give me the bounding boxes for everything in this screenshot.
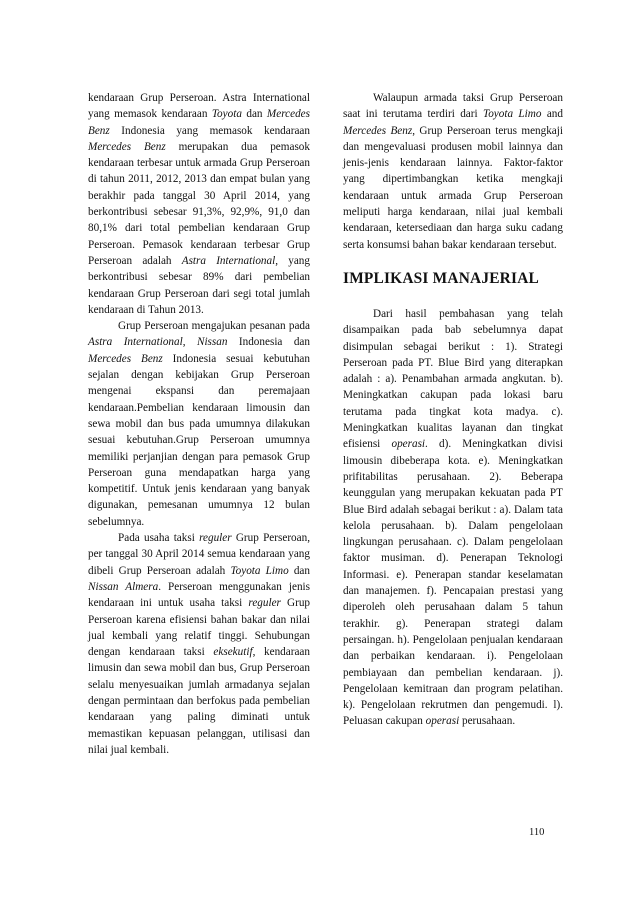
section-heading: IMPLIKASI MANAJERIAL [343, 269, 539, 287]
right-column [343, 90, 563, 730]
page-number: 110 [529, 827, 545, 838]
paragraph-supplier-contribution: kendaraan Grup Perseroan. Astra International yang memasok kendaraan Toyota dan Mercedes Benz Indonesia yang memasok kendaraan Mercedes Benz merupakan dua pemasok kendaraan terbesar untuk armada Grup Perseroan di tahun 2011, 2012, 2013 dan empat bulan yang berakhir pada tanggal 30 April 2014, yang berkontribusi sebesar 91,3%, 92,9%, 91,0 dan 80,1% dari total pembelian kendaraan Grup Perseroan. Pemasok kendaraan terbesar Grup Perseroan adalah Astra International, yang berkontribusi sebesar 89% dari pembelian kendaraan Grup Perseroan dari segi total jumlah kendaraan di Tahun 2013. [88, 92, 310, 316]
left-column [88, 90, 310, 758]
paragraph-regular-taxi: Pada usaha taksi reguler Grup Perseroan, per tanggal 30 April 2014 semua kendaraan yang dibeli Grup Perseroan adalah Toyota Limo dan Nissan Almera. Perseroan menggunakan jenis kendaraan ini untuk usaha taksi reguler Grup Perseroan karena efisiensi bahan bakar dan nilai jual kembali yang relatif tinggi. Sehubungan dengan kendaraan taksi eksekutif, kendaraan limusin dan sewa mobil dan bus, Grup Perseroan selalu menyesuaikan jumlah armadanya sejalan dengan permintaan dan berfokus pada pembelian kendaraan yang paling diminati untuk memastikan kepuasan pelanggan, utilisasi dan nilai jual kembali. [88, 532, 311, 756]
paragraph-vehicle-orders: Grup Perseroan mengajukan pesanan pada Astra International, Nissan Indonesia dan Mercedes Benz Indonesia sesuai kebutuhan sejalan dengan kebijakan Grup Perseroan mengenai ekspansi dan peremajaan kendaraan.Pembelian kendaraan limousin dan sewa mobil dan bus pada umumnya dilakukan sesuai kebutuhan.Grup Perseroan umumnya memiliki perjanjian dengan para pemasok Grup Perseroan guna mendapatkan harga yang kompetitif. Untuk jenis kendaraan yang banyak digunakan, pemesanan umumnya 12 bulan sebelumnya. [88, 320, 310, 528]
paragraph-conclusions: Dari hasil pembahasan yang telah disampaikan pada bab sebelumnya dapat disimpulan sebagai berikut : 1). Strategi Perseroan pada PT. Blue Bird yang diterapkan adalah : a). Penambahan armada angkutan. b). Meningkatkan cakupan pada lokasi baru terutama pada tingkat kota madya. c). Meningkatkan kualitas layanan dan tingkat efisiensi operasi. d). Meningkatkan divisi limousin dibeberapa kota. e). Meningkatkan prifitabilitas perusahaan. 2). Beberapa keunggulan yang merupakan kekuatan pada PT Blue Bird adalah sebagai berikut : a). Dalam tata kelola perusahaan. b). Dalam pengelolaan lingkungan perusahaan. c). Dalam pengelolaan faktor musiman. d). Penerapan Teknologi Informasi. e). Penerapan standar keselamatan dan manajemen. f). Pencapaian prestasi yang diperoleh oleh perusahaan dalam 5 tahun terakhir. g). Penerapan strategi dalam persaingan. h). Pengelolaan penjualan kendaraan dan perbaikan kendaraan. i). Pengelolaan pembiayaan dan pembelian kendaraan. j). Pengelolaan kemitraan dan program pelatihan. k). Pengelolaan rekrutmen dan pengemudi. l). Peluasan cakupan operasi perusahaan. [343, 307, 563, 728]
paragraph-fleet-evaluation: Walaupun armada taksi Grup Perseroan saat ini terutama terdiri dari Toyota Limo and Mercedes Benz, Grup Perseroan terus mengkaji dan mengevaluasi produsen mobil lainnya dan jenis-jenis kendaraan lainnya. Faktor-faktor yang dipertimbangkan ketika mengkaji kendaraan untuk armada Grup Perseroan meliputi harga kendaraan, nilai jual kembali kendaraan, ketersediaan dan harga suku cadang serta konsumsi bahan bakar kendaraan tersebut. [343, 92, 563, 251]
